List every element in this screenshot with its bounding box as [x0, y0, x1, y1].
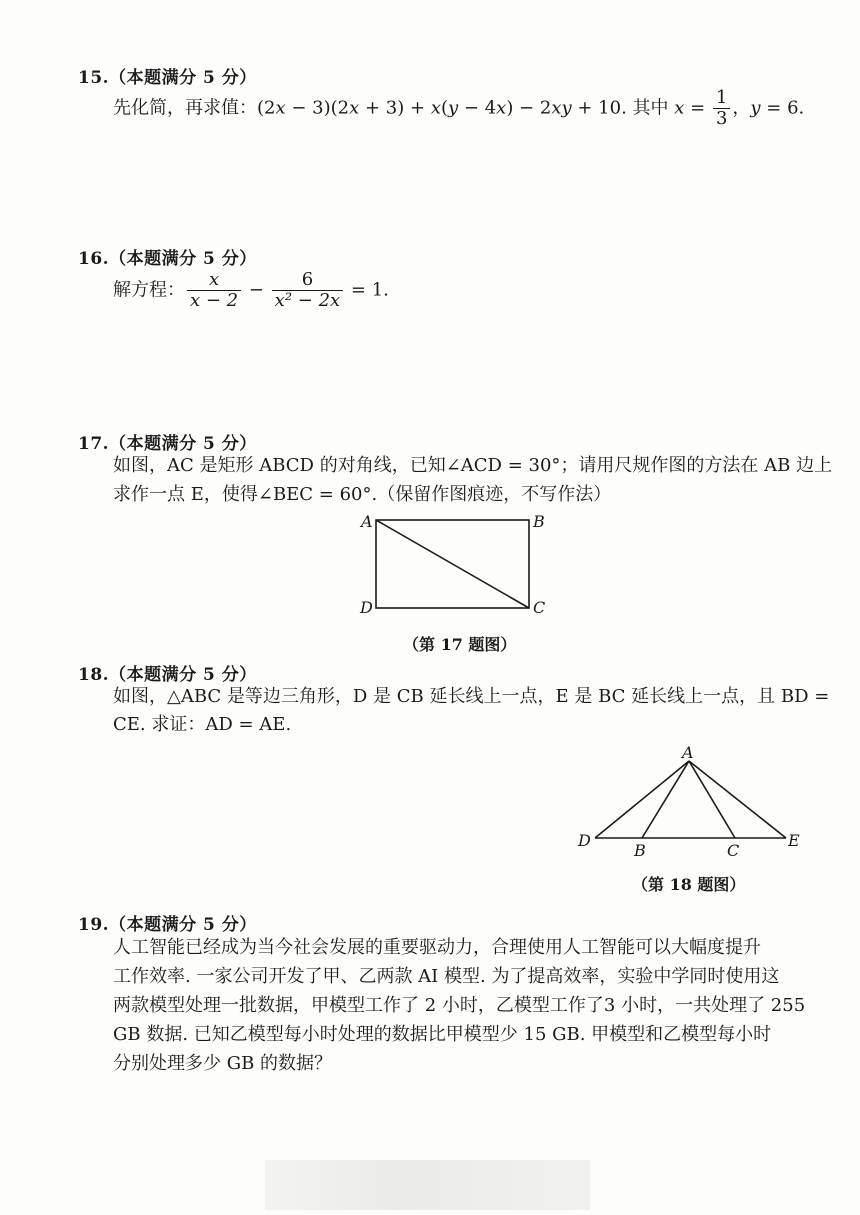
- q16-f1-den: x − 2: [190, 289, 239, 311]
- q16-lead: 解方程：: [113, 279, 185, 301]
- q18-number: 18.: [78, 665, 110, 685]
- q18-line-1: 如图，△ABC 是等边三角形，D 是 CB 延长线上一点，E 是 BC 延长线上一点，且 BD =: [113, 686, 830, 707]
- q15-problem: 先化简，再求值：(2x − 3)(2x + 3) + x(y − 4x) − 2xy + 10. 其中 x = $\frac{1}{3}$ ，y = 6.: [113, 87, 805, 129]
- q19-number: 19.: [78, 915, 110, 935]
- q19-score-tag: （本题满分 5 分）: [109, 915, 257, 935]
- label-a: A: [682, 745, 694, 762]
- q19-line-5: 分别处理多少 GB 的数据？: [113, 1053, 333, 1074]
- q17-caption: （第 17 题图）: [403, 635, 517, 654]
- q15-text: − 3)(2: [285, 97, 350, 119]
- q15-frac-den: 3: [715, 107, 728, 129]
- q17-line-2: 求作一点 E，使得∠BEC = 60°.（保留作图痕迹，不写作法）: [113, 484, 612, 505]
- label-e: E: [788, 831, 800, 850]
- q15-fraction: [713, 88, 730, 129]
- q19-line-4: GB 数据. 已知乙模型每小时处理的数据比甲模型少 15 GB. 甲模型和乙模型每小时: [113, 1024, 772, 1045]
- q19-line-3: 两款模型处理一批数据，甲模型工作了 2 小时，乙模型工作了3 小时，一共处理了 255: [113, 995, 806, 1016]
- label-b: B: [533, 512, 545, 531]
- q18-caption: （第 18 题图）: [632, 875, 746, 894]
- segment-ae: [689, 761, 786, 838]
- q15-text: ，: [732, 97, 751, 119]
- label-c: C: [533, 598, 546, 617]
- q18-header: [78, 660, 257, 685]
- q15-text: ) − 2: [506, 97, 552, 119]
- q15-text: 先化简，再求值：(2: [113, 97, 276, 119]
- q17-line-1: 如图，AC 是矩形 ABCD 的对角线，已知∠ACD = 30°；请用尺规作图的方法在 AB 边上: [113, 455, 833, 476]
- q17-score-tag: （本题满分 5 分）: [109, 434, 257, 454]
- segment-ac: [689, 761, 735, 838]
- label-a: A: [361, 512, 373, 531]
- q16-f2-num: 6: [272, 270, 344, 291]
- q16-number: 16.: [78, 249, 110, 269]
- label-c: C: [727, 841, 740, 860]
- q15-score-tag: （本题满分 5 分）: [109, 68, 257, 88]
- diagonal-ac: [376, 520, 529, 608]
- q15-number: 15.: [78, 68, 110, 88]
- scan-smudge: [265, 1160, 590, 1210]
- q19-line-2: 工作效率. 一家公司开发了甲、乙两款 AI 模型. 为了提高效率，实验中学同时使用这: [113, 966, 780, 987]
- q16-tail: = 1.: [345, 279, 389, 301]
- q19-line-1: 人工智能已经成为当今社会发展的重要驱动力，合理使用人工智能可以大幅度提升: [113, 937, 761, 958]
- label-d: D: [360, 598, 373, 617]
- q15-header: [78, 63, 257, 88]
- label-d: D: [578, 831, 591, 850]
- q16-fraction-1: [187, 270, 241, 311]
- q18-score-tag: （本题满分 5 分）: [109, 665, 257, 685]
- q16-minus: −: [243, 279, 270, 301]
- q15-text: + 10. 其中: [571, 97, 675, 119]
- q16-fraction-2: [272, 270, 344, 311]
- q17-figure: [355, 510, 555, 625]
- q16-score-tag: （本题满分 5 分）: [109, 249, 257, 269]
- label-b: B: [634, 841, 646, 860]
- q17-number: 17.: [78, 434, 110, 454]
- q15-text: (: [440, 97, 448, 119]
- q16-f1-num: x: [187, 270, 241, 291]
- q18-line-2: CE. 求证：AD = AE.: [113, 714, 292, 735]
- q16-header: [78, 244, 257, 269]
- q19-header: [78, 910, 257, 935]
- q18-figure: [570, 745, 810, 860]
- q15-text: = 6.: [760, 97, 805, 119]
- q16-f2-den: x² − 2x: [274, 289, 341, 311]
- segment-ad: [595, 761, 689, 838]
- q16-problem: [113, 270, 389, 311]
- q17-header: [78, 429, 257, 454]
- segment-ab: [642, 761, 689, 838]
- q15-text: + 3) +: [359, 97, 431, 119]
- q15-frac-num: 1: [713, 88, 730, 109]
- q15-text: − 4: [458, 97, 497, 119]
